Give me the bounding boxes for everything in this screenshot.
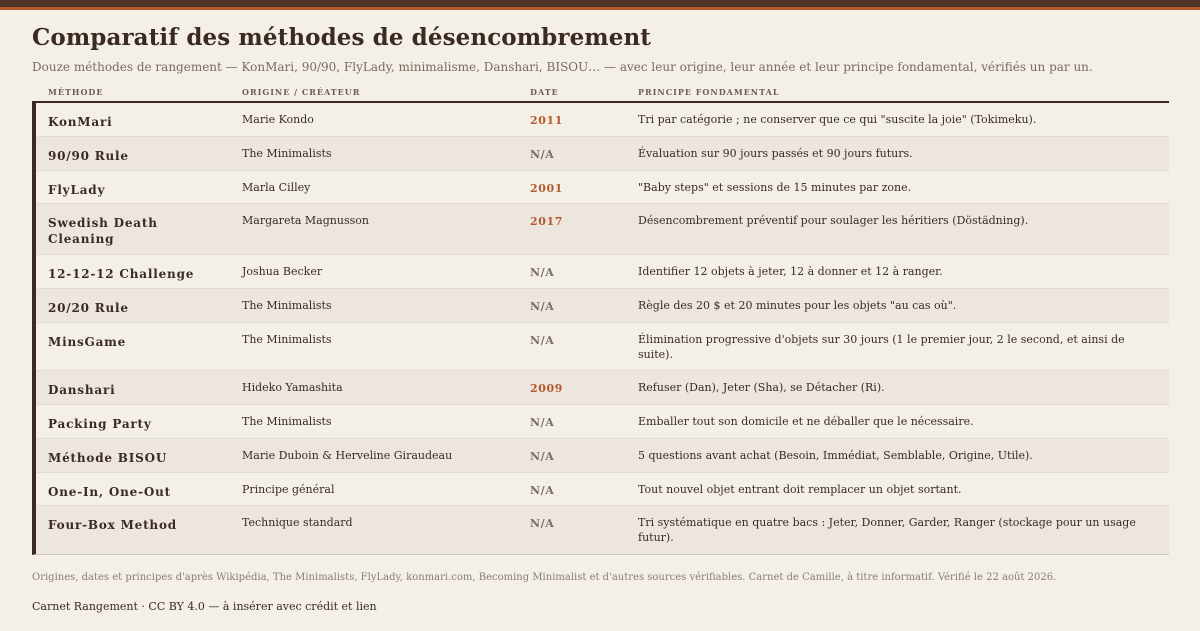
date-cell: 2001 bbox=[530, 182, 564, 195]
method-cell: FlyLady bbox=[48, 183, 106, 197]
date-cell: N/A bbox=[530, 517, 555, 530]
principle-cell: Tri par catégorie ; ne conserver que ce qui "suscite la joie" (Tokimeku). bbox=[638, 113, 1037, 126]
principle-cell: Évaluation sur 90 jours passés et 90 jours futurs. bbox=[638, 147, 913, 160]
origin-cell: The Minimalists bbox=[242, 147, 332, 160]
principle-cell: Désencombrement préventif pour soulager les héritiers (Döstädning). bbox=[638, 214, 1029, 227]
origin-cell: Principe général bbox=[242, 483, 335, 496]
method-cell: 12-12-12 Challenge bbox=[48, 267, 195, 281]
column-header-origin: ORIGINE / CRÉATEUR bbox=[242, 87, 361, 97]
date-cell: N/A bbox=[530, 450, 555, 463]
table-header bbox=[32, 84, 1169, 103]
table-row bbox=[36, 506, 1169, 554]
table-row bbox=[36, 323, 1169, 371]
date-cell: N/A bbox=[530, 484, 555, 497]
table-row bbox=[36, 204, 1169, 255]
column-header-method: MÉTHODE bbox=[48, 87, 104, 97]
method-cell: KonMari bbox=[48, 115, 113, 129]
top-bar bbox=[0, 0, 1200, 7]
principle-cell: 5 questions avant achat (Besoin, Immédiat, Semblable, Origine, Utile). bbox=[638, 449, 1033, 462]
method-cell: Méthode BISOU bbox=[48, 451, 168, 465]
origin-cell: The Minimalists bbox=[242, 333, 332, 346]
method-cell: Packing Party bbox=[48, 417, 152, 431]
column-header-principle: PRINCIPE FONDAMENTAL bbox=[638, 87, 780, 97]
origin-cell: Marla Cilley bbox=[242, 181, 311, 194]
table-row bbox=[36, 103, 1169, 137]
page-title: Comparatif des méthodes de désencombrement bbox=[32, 24, 652, 51]
method-cell: 90/90 Rule bbox=[48, 149, 129, 163]
table-row bbox=[36, 255, 1169, 289]
principle-cell: Emballer tout son domicile et ne déballer que le nécessaire. bbox=[638, 415, 974, 428]
methods-table bbox=[32, 84, 1169, 555]
date-cell: 2009 bbox=[530, 382, 564, 395]
date-cell: 2017 bbox=[530, 215, 564, 228]
principle-cell: Tout nouvel objet entrant doit remplacer un objet sortant. bbox=[638, 483, 962, 496]
origin-cell: Marie Kondo bbox=[242, 113, 314, 126]
date-cell: 2011 bbox=[530, 114, 564, 127]
table-body bbox=[32, 103, 1169, 555]
principle-cell: Élimination progressive d'objets sur 30 jours (1 le premier jour, 2 le second, et ainsi de suite). bbox=[638, 333, 1125, 361]
date-cell: N/A bbox=[530, 300, 555, 313]
footnote: Origines, dates et principes d'après Wikipédia, The Minimalists, FlyLady, konmari.com, Becoming Minimalist et d'autres sources vérifiables. Carnet de Camille, à titre informatif. Vérifié le 22 août 2026. bbox=[32, 572, 1057, 583]
credit-line: Carnet Rangement · CC BY 4.0 — à insérer avec crédit et lien bbox=[32, 600, 377, 613]
method-cell: MinsGame bbox=[48, 335, 127, 349]
method-cell: Swedish Death Cleaning bbox=[48, 216, 158, 246]
method-cell: 20/20 Rule bbox=[48, 301, 129, 315]
origin-cell: The Minimalists bbox=[242, 415, 332, 428]
origin-cell: Joshua Becker bbox=[242, 265, 323, 278]
principle-cell: Refuser (Dan), Jeter (Sha), se Détacher (Ri). bbox=[638, 381, 885, 394]
method-cell: Four-Box Method bbox=[48, 518, 177, 532]
origin-cell: Technique standard bbox=[242, 516, 353, 529]
origin-cell: Marie Duboin & Herveline Giraudeau bbox=[242, 449, 453, 462]
table-row bbox=[36, 289, 1169, 323]
date-cell: N/A bbox=[530, 266, 555, 279]
table-row bbox=[36, 371, 1169, 405]
table-row bbox=[36, 439, 1169, 473]
table-row bbox=[36, 171, 1169, 204]
date-cell: N/A bbox=[530, 416, 555, 429]
method-cell: Danshari bbox=[48, 383, 116, 397]
table-row bbox=[36, 137, 1169, 171]
principle-cell: Règle des 20 $ et 20 minutes pour les objets "au cas où". bbox=[638, 299, 957, 312]
top-bar-accent bbox=[0, 7, 1200, 10]
date-cell: N/A bbox=[530, 334, 555, 347]
principle-cell: Tri systématique en quatre bacs : Jeter, Donner, Garder, Ranger (stockage pour un usage futur). bbox=[638, 516, 1136, 544]
page-subtitle: Douze méthodes de rangement — KonMari, 90/90, FlyLady, minimalisme, Danshari, BISOU… — avec leur origine, leur année et leur principe fondamental, vérifiés un par un. bbox=[32, 60, 1093, 74]
principle-cell: Identifier 12 objets à jeter, 12 à donner et 12 à ranger. bbox=[638, 265, 943, 278]
method-cell: One-In, One-Out bbox=[48, 485, 171, 499]
column-header-date: DATE bbox=[530, 87, 559, 97]
date-cell: N/A bbox=[530, 148, 555, 161]
origin-cell: Margareta Magnusson bbox=[242, 214, 369, 227]
principle-cell: "Baby steps" et sessions de 15 minutes par zone. bbox=[638, 181, 912, 194]
origin-cell: The Minimalists bbox=[242, 299, 332, 312]
table-row bbox=[36, 405, 1169, 439]
origin-cell: Hideko Yamashita bbox=[242, 381, 343, 394]
table-row bbox=[36, 473, 1169, 506]
